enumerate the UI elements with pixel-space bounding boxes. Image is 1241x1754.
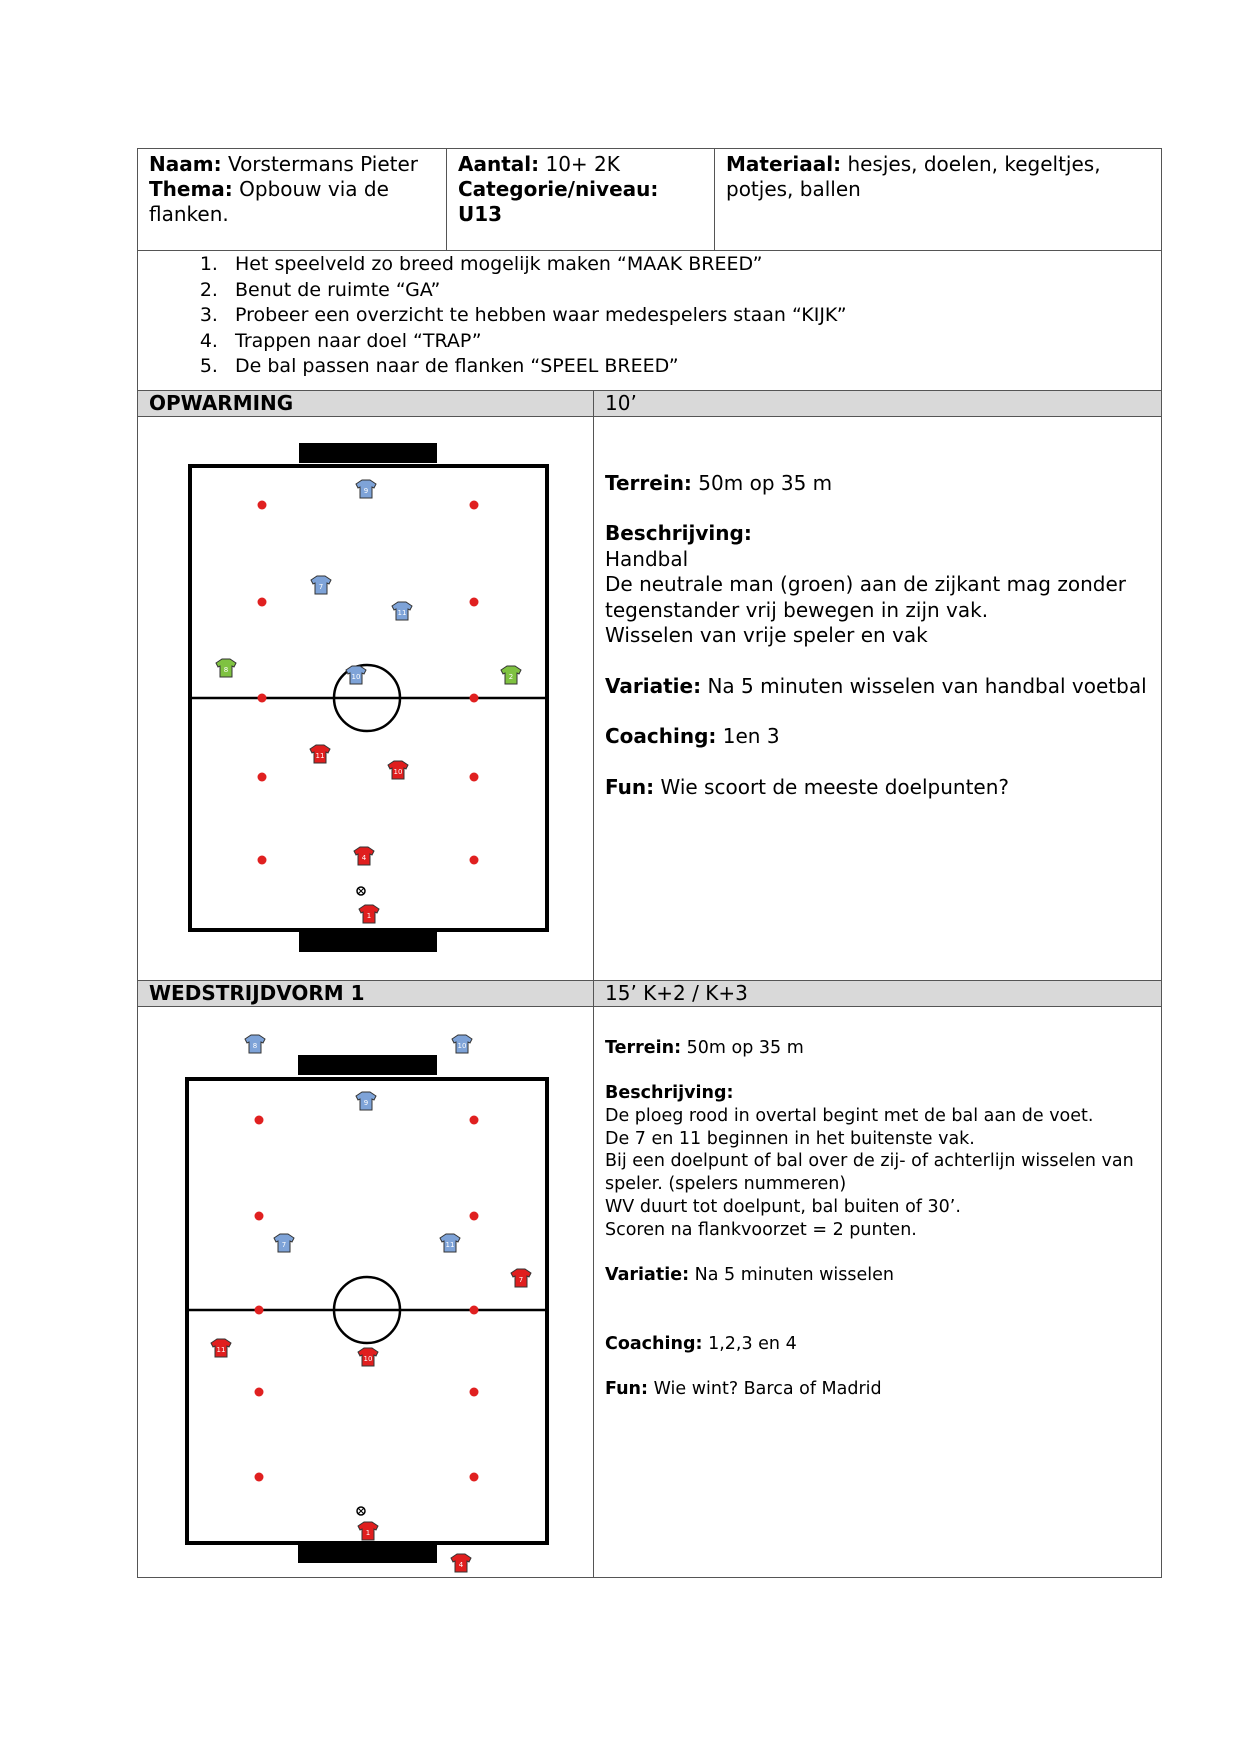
jersey-icon <box>358 1522 378 1540</box>
cones <box>258 500 479 864</box>
description <box>594 417 1161 801</box>
beschrijving-line: De neutrale man (groen) aan de zijkant mag zonder tegenstander vrij bewegen in zijn vak. <box>605 572 1126 622</box>
jersey-icon <box>452 1035 472 1053</box>
terrein-value: 50m op 35 m <box>686 1037 804 1058</box>
ball-icon <box>357 887 365 895</box>
jersey-icon <box>358 1348 378 1366</box>
cone-marker <box>470 1115 479 1124</box>
terrein-label: Terrein: <box>605 1037 682 1058</box>
cone-marker <box>470 693 479 702</box>
fun-label: Fun: <box>605 774 655 799</box>
jersey-number: 9 <box>363 486 369 495</box>
jersey-number: 10 <box>363 1354 373 1363</box>
fun-label: Fun: <box>605 1379 648 1400</box>
jersey-icon <box>356 1092 376 1110</box>
jersey-number: 7 <box>281 1240 287 1249</box>
objective-item: 4. Trappen naar doel “TRAP” <box>224 329 1161 355</box>
jersey-number: 8 <box>252 1041 258 1050</box>
jersey-number: 2 <box>508 672 514 681</box>
section-title: OPWARMING <box>138 390 594 416</box>
materiaal-label: Materiaal: <box>726 152 842 176</box>
objectives-list <box>138 252 1161 380</box>
beschrijving-label: Beschrijving: <box>605 1083 734 1104</box>
cone-marker <box>255 1387 264 1396</box>
thema-value: Opbouw via de flanken. <box>149 177 389 226</box>
jersey-icon <box>310 745 330 763</box>
thema-label: Thema: <box>149 177 233 201</box>
cone-marker <box>255 1305 264 1314</box>
jersey-number: 7 <box>518 1275 524 1284</box>
cone-marker <box>258 855 267 864</box>
aantal-cell <box>447 149 715 251</box>
materiaal-value: hesjes, doelen, kegeltjes, potjes, ballen <box>726 152 1101 201</box>
description-cell <box>594 416 1162 980</box>
naam-label: Naam: <box>149 152 222 176</box>
coaching-label: Coaching: <box>605 1333 703 1354</box>
field-cell <box>138 1006 594 1577</box>
session-sheet <box>137 148 1162 1578</box>
jersey-icon <box>392 602 412 620</box>
jersey-icon <box>511 1269 531 1287</box>
beschrijving-line: Scoren na flankvoorzet = 2 punten. <box>605 1219 917 1240</box>
cone-marker <box>255 1472 264 1481</box>
variatie-value: Na 5 minuten wisselen van handbal voetbal <box>707 673 1147 698</box>
goal-top <box>298 1055 437 1075</box>
objectives-row <box>138 251 1162 391</box>
jersey-icon <box>216 659 236 677</box>
objective-item: 3. Probeer een overzicht te hebben waar medespelers staan “KIJK” <box>224 303 1161 329</box>
beschrijving-line: Handbal <box>605 546 689 571</box>
cone-marker <box>258 772 267 781</box>
naam-thema-cell <box>138 149 447 251</box>
cone-marker <box>470 1387 479 1396</box>
jersey-number: 10 <box>351 672 361 681</box>
jersey-number: 10 <box>393 767 403 776</box>
jersey-icon <box>451 1554 471 1572</box>
section-title: WEDSTRIJDVORM 1 <box>138 980 594 1006</box>
cone-marker <box>258 693 267 702</box>
cone-marker <box>470 1211 479 1220</box>
fun-value: Wie scoort de meeste doelpunten? <box>660 774 1010 799</box>
categorie-label: Categorie/niveau: U13 <box>458 177 659 226</box>
jersey-icon <box>211 1339 231 1357</box>
beschrijving-line: De 7 en 11 beginnen in het buitenste vak. <box>605 1128 975 1149</box>
jersey-number: 11 <box>315 751 325 760</box>
naam-value: Vorstermans Pieter <box>227 152 419 176</box>
ball-icon <box>357 1507 365 1515</box>
beschrijving-line: WV duurt tot doelpunt, bal buiten of 30’. <box>605 1197 961 1218</box>
jersey-icon <box>346 666 366 684</box>
cone-marker <box>470 772 479 781</box>
cone-marker <box>470 1472 479 1481</box>
terrein-value: 50m op 35 m <box>698 470 833 495</box>
jersey-number: 7 <box>318 582 324 591</box>
variatie-label: Variatie: <box>605 1265 690 1286</box>
variatie-value: Na 5 minuten wisselen <box>694 1265 895 1286</box>
section-time: 10’ <box>594 390 1162 416</box>
objective-item: 2. Benut de ruimte “GA” <box>224 278 1161 304</box>
jersey-number: 10 <box>457 1041 467 1050</box>
aantal-label: Aantal: <box>458 152 540 176</box>
cone-marker <box>470 1305 479 1314</box>
beschrijving-line: Bij een doelpunt of bal over de zij- of achterlijn wisselen van speler. (spelers nummeren) <box>605 1151 1134 1195</box>
jersey-number: 11 <box>397 608 407 617</box>
cone-marker <box>470 855 479 864</box>
coaching-value: 1en 3 <box>722 724 780 748</box>
aantal-value: 10+ 2K <box>545 152 620 176</box>
jersey-icon <box>356 480 376 498</box>
jersey-icon <box>274 1234 294 1252</box>
description-cell <box>594 1006 1162 1577</box>
goal-top <box>299 443 437 463</box>
section-header-opwarming <box>138 390 1162 416</box>
cone-marker <box>255 1115 264 1124</box>
jersey-number: 8 <box>223 665 229 674</box>
materiaal-cell <box>715 149 1162 251</box>
section-body-wedstrijdvorm <box>138 1006 1162 1577</box>
beschrijving-line: De ploeg rood in overtal begint met de bal aan de voet. <box>605 1105 1094 1126</box>
cone-marker <box>258 597 267 606</box>
section-body-opwarming <box>138 416 1162 980</box>
coaching-value: 1,2,3 en 4 <box>708 1333 797 1354</box>
jersey-icon <box>311 576 331 594</box>
section-time: 15’ K+2 / K+3 <box>594 980 1162 1006</box>
jersey-icon <box>388 761 408 779</box>
jersey-number: 9 <box>363 1098 369 1107</box>
jersey-icon <box>440 1234 460 1252</box>
objective-item: 1. Het speelveld zo breed mogelijk maken “MAAK BREED” <box>224 252 1161 278</box>
cone-marker <box>470 597 479 606</box>
description <box>594 1007 1161 1402</box>
jersey-number: 11 <box>216 1345 226 1354</box>
goal-bottom <box>299 932 437 952</box>
terrein-label: Terrein: <box>605 470 692 495</box>
goal-bottom <box>298 1543 437 1563</box>
jersey-number: 1 <box>365 1528 371 1537</box>
cone-marker <box>470 500 479 509</box>
coaching-label: Coaching: <box>605 724 717 748</box>
objective-item: 5. De bal passen naar de flanken “SPEEL BREED” <box>224 354 1161 380</box>
jersey-number: 1 <box>366 911 372 920</box>
field-cell <box>138 416 594 980</box>
jersey-icon <box>501 666 521 684</box>
beschrijving-line: Wisselen van vrije speler en vak <box>605 623 928 647</box>
jersey-icon <box>359 905 379 923</box>
jersey-icon <box>354 847 374 865</box>
pitch-diagram-wedstrijdvorm <box>138 1007 594 1577</box>
cone-marker <box>258 500 267 509</box>
objectives-cell <box>138 251 1162 391</box>
jersey-icon <box>245 1035 265 1053</box>
beschrijving-label: Beschrijving: <box>605 521 752 545</box>
cones <box>255 1115 479 1481</box>
jersey-number: 4 <box>458 1560 464 1569</box>
pitch-diagram-opwarming <box>138 417 594 980</box>
jersey-number: 11 <box>445 1240 455 1249</box>
variatie-label: Variatie: <box>605 673 702 698</box>
section-header-wedstrijdvorm <box>138 980 1162 1006</box>
jersey-number: 4 <box>361 853 367 862</box>
header-row <box>138 149 1162 251</box>
cone-marker <box>255 1211 264 1220</box>
fun-value: Wie wint? Barca of Madrid <box>653 1379 882 1400</box>
